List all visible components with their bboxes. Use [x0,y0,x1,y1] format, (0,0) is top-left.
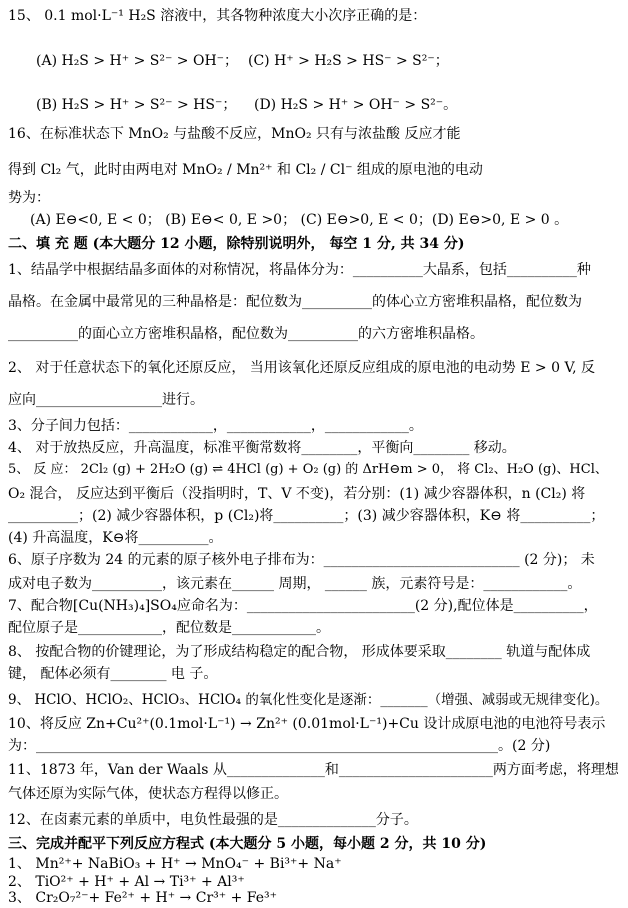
fill-q1-line1: 1、结晶学中根据结晶多面体的对称情况，将晶体分为：__________大晶系，包括__________种 [8,262,591,278]
fill-q5-line1: 5、 反 应： 2Cl₂ (g) + 2H₂O (g) ⇌ 4HCl (g) + O₂ (g) 的 ΔrH⊖m > 0， 将 Cl₂、H₂O (g)、HCl、 [8,462,608,477]
equation-1: 1、 Mn²⁺+ NaBiO₃ + H⁺ → MnO₄⁻ + Bi³⁺+ Na⁺ [8,856,342,872]
q16-options: (A) E⊖<0, E < 0； (B) E⊖< 0, E >0； (C) E⊖>0, E < 0；(D) E⊖>0, E > 0 。 [30,212,569,228]
fill-q5-line4: (4) 升高温度，K⊖将__________。 [8,530,223,546]
fill-q5-line3: __________；(2) 减少容器体积，p (Cl₂)将__________；(3) 减少容器体积，K⊖ 将__________； [8,508,605,524]
fill-q6-line1: 6、原子序数为 24 的元素的原子核外电子排布为：____________________________ (2 分)； 未 [8,552,595,568]
q16-stem-line1: 16、在标准状态下 MnO₂ 与盐酸不反应，MnO₂ 只有与浓盐酸 反应才能 [8,126,461,142]
fill-q1-line2: 晶格。在金属中最常见的三种晶格是：配位数为__________的体心立方密堆积晶格，配位数为 [8,294,582,310]
fill-q1-line3: __________的面心立方密堆积晶格，配位数为__________的六方密堆积晶格。 [8,326,484,342]
fill-q2-line1: 2、 对于任意状态下的氧化还原反应， 当用该氧化还原反应组成的原电池的电动势 E > 0 V, 反 [8,360,596,376]
fill-q10-line1: 10、将反应 Zn+Cu²⁺(0.1mol·L⁻¹) → Zn²⁺ (0.01mol·L⁻¹)+Cu 设计成原电池的电池符号表示 [8,716,606,732]
q15-option-d: (D) H₂S > H⁺ > OH⁻ > S²⁻。 [254,97,458,113]
fill-q12: 12、在卤素元素的单质中，电负性最强的是______________分子。 [8,812,418,828]
fill-q10-line2: 为：__________________________________________________________________。(2 分) [8,738,551,754]
fill-q8-line2: 键， 配体必须有________ 电 子。 [8,666,218,682]
q15-stem: 15、 0.1 mol·L⁻¹ H₂S 溶液中，其各物种浓度大小次序正确的是： [8,8,427,24]
fill-q4: 4、 对于放热反应，升高温度，标准平衡常数将________，平衡向________ 移动。 [8,440,516,456]
fill-q7-line1: 7、配合物[Cu(NH₃)₄]SO₄应命名为：________________________(2 分),配位体是__________， [8,598,598,614]
fill-q11-line2: 气体还原为实际气体，使状态方程得以修正。 [8,786,288,802]
q15-option-c: (C) H⁺ > H₂S > HS⁻ > S²⁻； [248,53,449,69]
fill-q11-line1: 11、1873 年，Van der Waals 从______________和______________________两方面考虑，将理想 [8,762,619,778]
fill-q8-line1: 8、 按配合物的价键理论，为了形成结构稳定的配合物， 形成体要采取________ 轨道与配体成 [8,644,591,660]
equation-2: 2、 TiO²⁺ + H⁺ + Al → Ti³⁺ + Al³⁺ [8,874,245,890]
section-2-heading: 二、填 充 题 (本大题分 12 小题，除特别说明外， 每空 1 分, 共 34 分) [8,236,465,252]
q15-option-b: (B) H₂S > H⁺ > S²⁻ > HS⁻； [36,97,237,113]
fill-q7-line2: 配位原子是____________，配位数是____________。 [8,620,330,636]
section-3-heading: 三、完成并配平下列反应方程式 (本大题分 5 小题，每小题 2 分，共 10 分) [8,836,487,852]
q15-option-a: (A) H₂S > H⁺ > S²⁻ > OH⁻； [36,53,239,69]
q16-stem-line2: 得到 Cl₂ 气，此时由两电对 MnO₂ / Mn²⁺ 和 Cl₂ / Cl⁻ 组成的原电池的电动 [8,162,483,178]
fill-q3: 3、分子间力包括：____________，____________，____________。 [8,418,423,434]
fill-q9: 9、 HClO、HClO₂、HClO₃、HClO₄ 的氧化性变化是逐渐：_______（增强、减弱或无规律变化)。 [8,692,609,708]
equation-3: 3、 Cr₂O₇²⁻+ Fe²⁺ + H⁺ → Cr³⁺ + Fe³⁺ [8,890,278,906]
q16-stem-line3: 势为： [8,190,50,206]
fill-q5-line2: O₂ 混合， 反应达到平衡后（没指明时，T、V 不变)，若分别：(1) 减少容器体积，n (Cl₂) 将 [8,486,586,502]
fill-q2-line2: 应向__________________进行。 [8,392,204,408]
fill-q6-line2: 成对电子数为__________，该元素在______ 周期， ______ 族，元素符号是：____________。 [8,576,582,592]
